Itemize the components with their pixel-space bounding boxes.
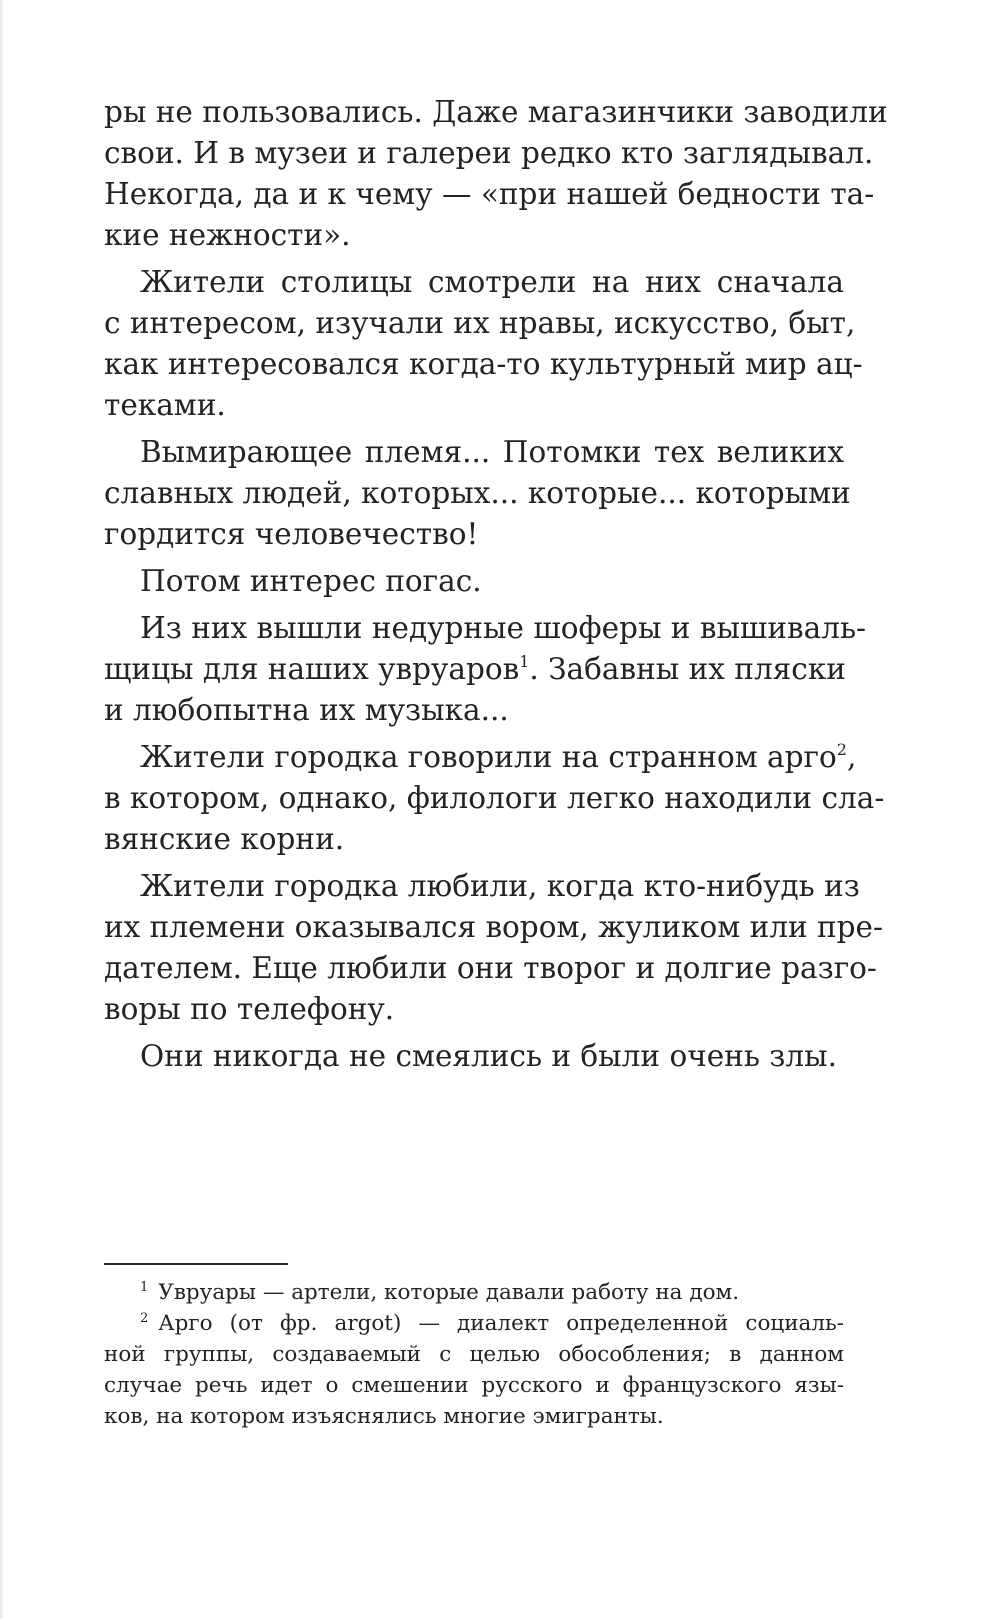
footnote-line: $^1$ Увруары — артели, которые давали работу на дом.	[140, 1280, 740, 1305]
text-line: и любопытна их музыка...	[104, 693, 509, 727]
text-line: ры не пользовались. Даже магазинчики заводили	[104, 95, 888, 129]
text-line: Из них вышли недурные шоферы и вышиваль-	[140, 611, 866, 645]
text-line: Жители городка говорили на странном арго$^2$,	[140, 740, 857, 774]
page-edge	[0, 0, 4, 1619]
text-line: воры по телефону.	[104, 992, 395, 1026]
text-line: вянские корни.	[104, 822, 345, 856]
text-line: Потом интерес погас.	[140, 564, 482, 598]
footnote-line: ков, на котором изъяснялись многие эмигранты.	[104, 1404, 664, 1429]
text-line: как интересовался когда-то культурный мир ац-	[104, 347, 863, 381]
text-line: их племени оказывался вором, жуликом или пре-	[104, 910, 883, 944]
body-text	[104, 92, 888, 1077]
footnotes	[104, 1277, 844, 1432]
footnote-divider	[104, 1263, 288, 1265]
footnote-marker: 2	[836, 740, 847, 759]
footnote-number: 2	[140, 1311, 149, 1326]
text-line: гордится человечество!	[104, 517, 479, 551]
footnote-line: случае речь идет о смешении русского и французского язы-	[104, 1373, 844, 1398]
text-line: дателем. Еще любили они творог и долгие разго-	[104, 951, 877, 985]
text-line: кие нежности».	[104, 218, 351, 252]
text-line: Вымирающее племя... Потомки тех великих	[140, 435, 844, 469]
text-line: свои. И в музеи и галереи редко кто заглядывал.	[104, 136, 874, 170]
text-line: Они никогда не смеялись и были очень злы.	[140, 1039, 837, 1073]
footnote-number: 1	[140, 1280, 149, 1295]
footnote-line: ной группы, создаваемый с целью обособления; в данном	[104, 1342, 844, 1367]
text-line: Жители городка любили, когда кто-нибудь из	[140, 869, 860, 903]
text-line: Жители столицы смотрели на них сначала	[140, 265, 844, 299]
text-line: в котором, однако, филологи легко находили сла-	[104, 781, 885, 815]
text-line: с интересом, изучали их нравы, искусство, быт,	[104, 306, 856, 340]
footnote-line: $^2$ Арго (от фр. argot) — диалект определенной социаль-	[140, 1311, 844, 1336]
footnote-marker: 1	[519, 652, 530, 671]
text-line: щицы для наших увруаров$^1$. Забавны их пляски	[104, 652, 846, 686]
text-line: теками.	[104, 388, 226, 422]
text-line: Некогда, да и к чему — «при нашей бедности та-	[104, 177, 875, 211]
text-line: славных людей, которых... которые... которыми	[104, 476, 851, 510]
